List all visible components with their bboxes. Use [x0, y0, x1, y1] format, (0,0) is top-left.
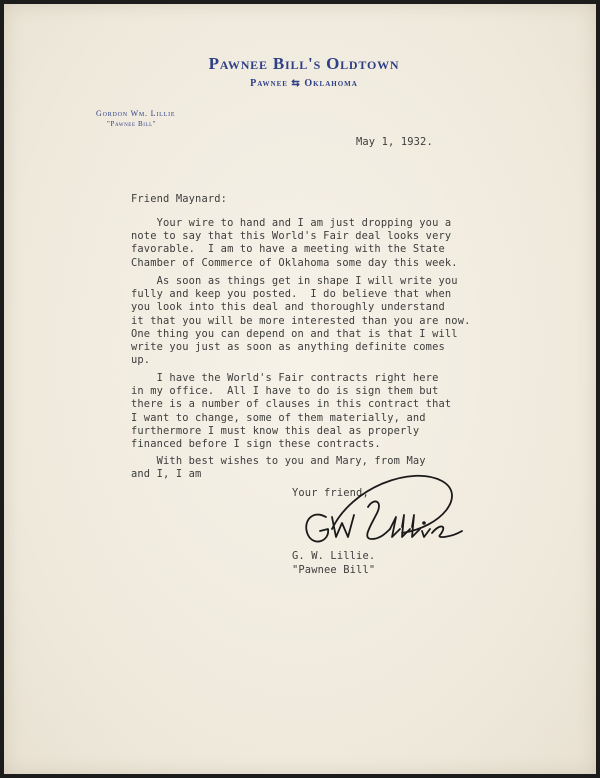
paragraph-line: there is a number of clauses in this contract that: [131, 398, 452, 411]
paragraph-2: [131, 275, 471, 367]
paragraph-line: write you just as soon as anything definite comes: [131, 341, 445, 354]
paragraph-line: Your wire to hand and I am just dropping you a: [131, 217, 452, 229]
letter-closing: Your friend,: [292, 487, 369, 499]
paragraph-line: As soon as things get in shape I will write you: [131, 275, 458, 287]
paragraph-line: favorable. I am to have a meeting with the State: [131, 243, 445, 256]
signer-nickname: "Pawnee Bill": [292, 564, 376, 576]
paragraph-1: [131, 217, 458, 270]
paragraph-line: and I, I am: [131, 468, 202, 481]
paragraph-line: One thing you can depend on and that is that I will: [131, 327, 458, 340]
handwritten-signature: [292, 467, 472, 557]
paragraph-line: note to say that this World's Fair deal looks very: [131, 230, 452, 243]
letterhead-subtitle: Pawnee ⇆ Oklahoma: [250, 78, 358, 89]
paragraph-line: furthermore I must know this deal as properly: [131, 424, 420, 437]
letterhead-nickname: "Pawnee Bill": [107, 120, 157, 128]
paragraph-line: in my office. All I have to do is sign them but: [131, 385, 439, 398]
paragraph-3: [131, 372, 451, 451]
letter-salutation: Friend Maynard:: [131, 193, 228, 205]
paragraph-line: you look into this deal and thoroughly understand: [131, 301, 445, 314]
letter-paper: [4, 4, 596, 774]
letterhead-title: Pawnee Bill's Oldtown: [208, 54, 400, 73]
paragraph-line: fully and keep you posted. I do believe that when: [131, 288, 452, 301]
paragraph-line: Chamber of Commerce of Oklahoma some day this week.: [131, 256, 458, 269]
paragraph-line: financed before I sign these contracts.: [131, 438, 381, 451]
signer-name: G. W. Lillie.: [292, 550, 376, 562]
paragraph-line: I want to change, some of them materially, and: [131, 411, 426, 424]
paragraph-line: it that you will be more interested than you are now.: [131, 314, 471, 327]
paragraph-line: up.: [131, 354, 151, 367]
letterhead-name: Gordon Wm. Lillie: [96, 109, 176, 118]
letter-date: May 1, 1932.: [356, 136, 433, 148]
paragraph-line: I have the World's Fair contracts right here: [131, 372, 439, 384]
paragraph-line: With best wishes to you and Mary, from May: [131, 455, 426, 467]
